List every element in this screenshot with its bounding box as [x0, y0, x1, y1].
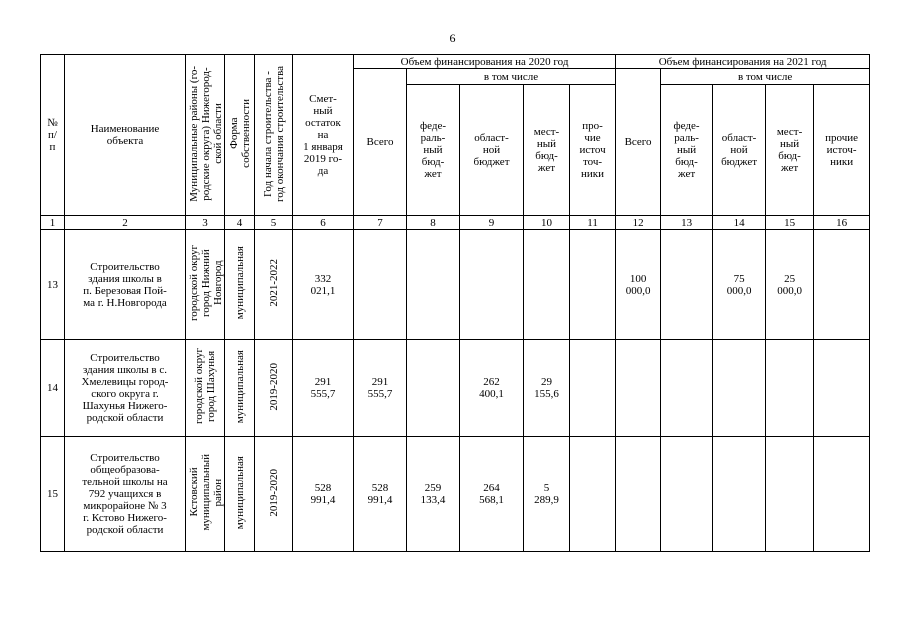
- other-2021: [814, 340, 870, 437]
- regional-2021: [713, 340, 766, 437]
- object-name: Строительство здания школы в с. Хмелевицы город- ского округа г. Шахунья Нижего- родской области: [65, 340, 186, 437]
- header-local-2021: мест- ный бюд- жет: [766, 85, 814, 216]
- object-name: Строительство общеобразова- тельной школы на 792 учащихся в микрорайоне № 3 г. Кстово Нижего- родской области: [65, 437, 186, 552]
- col-num: 13: [661, 216, 713, 230]
- col-num: 3: [186, 216, 225, 230]
- total-2020: 291 555,7: [354, 340, 407, 437]
- col-num: 9: [460, 216, 524, 230]
- district: городской округ город Шахунья: [186, 340, 225, 437]
- other-2020: [570, 230, 616, 340]
- local-2020: [524, 230, 570, 340]
- col-num: 4: [225, 216, 255, 230]
- header-including-2020: в том числе: [407, 69, 616, 85]
- ownership: муниципальная: [225, 437, 255, 552]
- row-number: 13: [41, 230, 65, 340]
- local-2020: 5 289,9: [524, 437, 570, 552]
- object-name: Строительство здания школы в п. Березовая Пой- ма г. Н.Новгорода: [65, 230, 186, 340]
- header-federal-2021: феде- раль- ный бюд- жет: [661, 85, 713, 216]
- local-2021: [766, 437, 814, 552]
- estimate-balance: 291 555,7: [293, 340, 354, 437]
- header-district: Муниципальные районы (го- родские округа) Нижегород- ской области: [186, 55, 225, 216]
- federal-2020: 259 133,4: [407, 437, 460, 552]
- col-num: 11: [570, 216, 616, 230]
- row-number: 14: [41, 340, 65, 437]
- row-number: 15: [41, 437, 65, 552]
- total-2021: [616, 437, 661, 552]
- total-2020: 528 991,4: [354, 437, 407, 552]
- federal-2021: [661, 437, 713, 552]
- col-num: 15: [766, 216, 814, 230]
- col-num: 2: [65, 216, 186, 230]
- years: 2019-2020: [255, 437, 293, 552]
- regional-2020: [460, 230, 524, 340]
- header-total-2020: Всего: [354, 69, 407, 216]
- financing-table: [40, 54, 870, 552]
- district: Кстовский муниципальный район: [186, 437, 225, 552]
- header-years: Год начала строительства - год окончания строительства: [255, 55, 293, 216]
- ownership: муниципальная: [225, 230, 255, 340]
- col-num: 16: [814, 216, 870, 230]
- federal-2021: [661, 230, 713, 340]
- federal-2020: [407, 340, 460, 437]
- total-2021: 100 000,0: [616, 230, 661, 340]
- header-local-2020: мест- ный бюд- жет: [524, 85, 570, 216]
- header-regional-2021: област- ной бюджет: [713, 85, 766, 216]
- header-financing-2020: Объем финансирования на 2020 год: [354, 55, 616, 69]
- col-num: 12: [616, 216, 661, 230]
- years: 2021-2022: [255, 230, 293, 340]
- col-num: 1: [41, 216, 65, 230]
- regional-2021: 75 000,0: [713, 230, 766, 340]
- col-num: 14: [713, 216, 766, 230]
- header-including-2021: в том числе: [661, 69, 870, 85]
- federal-2021: [661, 340, 713, 437]
- table-row: [41, 230, 870, 340]
- header-object-name: Наименование объекта: [65, 55, 186, 216]
- total-2020: [354, 230, 407, 340]
- estimate-balance: 528 991,4: [293, 437, 354, 552]
- estimate-balance: 332 021,1: [293, 230, 354, 340]
- local-2021: [766, 340, 814, 437]
- col-num: 5: [255, 216, 293, 230]
- other-2021: [814, 437, 870, 552]
- header-regional-2020: област- ной бюджет: [460, 85, 524, 216]
- local-2021: 25 000,0: [766, 230, 814, 340]
- column-number-row: [41, 216, 870, 230]
- total-2021: [616, 340, 661, 437]
- district: городской округ город Нижний Новгород: [186, 230, 225, 340]
- table-row: [41, 340, 870, 437]
- other-2020: [570, 437, 616, 552]
- header-total-2021: Всего: [616, 69, 661, 216]
- col-num: 6: [293, 216, 354, 230]
- header-other-2020: про- чие источ точ- ники: [570, 85, 616, 216]
- local-2020: 29 155,6: [524, 340, 570, 437]
- header-federal-2020: феде- раль- ный бюд- жет: [407, 85, 460, 216]
- regional-2021: [713, 437, 766, 552]
- col-num: 7: [354, 216, 407, 230]
- page-number: 6: [449, 31, 456, 45]
- other-2021: [814, 230, 870, 340]
- header-other-2021: прочие источ- ники: [814, 85, 870, 216]
- header-financing-2021: Объем финансирования на 2021 год: [616, 55, 870, 69]
- regional-2020: 262 400,1: [460, 340, 524, 437]
- years: 2019-2020: [255, 340, 293, 437]
- federal-2020: [407, 230, 460, 340]
- header-estimate-balance: Смет- ный остаток на 1 января 2019 го- да: [293, 55, 354, 216]
- other-2020: [570, 340, 616, 437]
- regional-2020: 264 568,1: [460, 437, 524, 552]
- header-row-number: № п/ п: [41, 55, 65, 216]
- table-row: [41, 437, 870, 552]
- header-ownership: Форма собственности: [225, 55, 255, 216]
- col-num: 8: [407, 216, 460, 230]
- col-num: 10: [524, 216, 570, 230]
- ownership: муниципальная: [225, 340, 255, 437]
